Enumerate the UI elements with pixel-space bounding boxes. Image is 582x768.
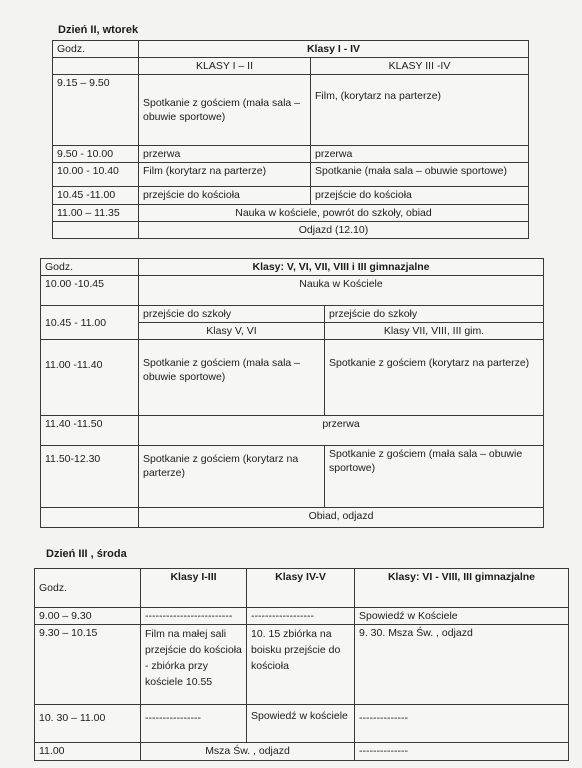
activity-cell: Film na małej sali przejście do kościoła - zbiórka przy kościele 10.55	[141, 625, 247, 705]
header-godz: Godz.	[53, 41, 139, 58]
schedule-table-classes-1-4	[52, 40, 529, 239]
header-godz: Godz.	[35, 569, 141, 608]
time-cell: 11.00 – 11.35	[53, 205, 139, 222]
activity-cell: przerwa	[139, 146, 311, 163]
activity-cell: Spotkanie z gościem (korytarz na parterze)	[139, 446, 325, 508]
col-header-klasy-6-8: Klasy: VI - VIII, III gimnazjalne	[355, 569, 569, 608]
col-header-klasy-1-3: Klasy I-III	[141, 569, 247, 608]
time-cell: 11.40 -11.50	[41, 416, 139, 446]
activity-cell: ----------------	[141, 705, 247, 743]
header-group: Klasy I - IV	[139, 41, 529, 58]
activity-cell: Spowiedź w Kościele	[355, 608, 569, 625]
col-header-klasy-3-4: KLASY III -IV	[311, 58, 529, 75]
day3-heading: Dzień III , środa	[46, 548, 127, 560]
time-cell: 11.50-12.30	[41, 446, 139, 508]
col-header-klasy-5-6: Klasy V, VI	[139, 323, 325, 340]
activity-cell: Spotkanie z gościem (korytarz na parterze)	[325, 340, 544, 416]
time-cell: 10.45 -11.00	[53, 187, 139, 205]
time-cell: 10.00 -10.45	[41, 276, 139, 306]
time-cell: 9.50 - 10.00	[53, 146, 139, 163]
activity-cell: Nauka w Kościele	[139, 276, 544, 306]
activity-cell: przejście do szkoły	[139, 306, 325, 323]
day2-heading: Dzień II, wtorek	[58, 24, 139, 36]
activity-cell: przejście do kościoła	[139, 187, 311, 205]
activity-cell: -------------------------	[141, 608, 247, 625]
time-cell: 10. 30 – 11.00	[35, 705, 141, 743]
activity-cell: Obiad, odjazd	[139, 508, 544, 528]
time-cell: 9.00 – 9.30	[35, 608, 141, 625]
activity-cell: --------------	[355, 743, 569, 761]
activity-cell: Spotkanie z gościem (mała sala – obuwie sportowe)	[139, 75, 311, 146]
activity-cell: Spotkanie (mała sala – obuwie sportowe)	[311, 163, 529, 187]
activity-cell: przejście do szkoły	[325, 306, 544, 323]
activity-cell: Spotkanie z gościem (mała sala – obuwie sportowe)	[139, 340, 325, 416]
activity-cell: Film, (korytarz na parterze)	[311, 75, 529, 146]
col-header-klasy-1-2: KLASY I – II	[139, 58, 311, 75]
time-cell: 10.45 - 11.00	[41, 306, 139, 340]
time-cell: 10.00 - 10.40	[53, 163, 139, 187]
activity-cell: Film (korytarz na parterze)	[139, 163, 311, 187]
activity-cell: Odjazd (12.10)	[139, 222, 529, 239]
time-cell	[53, 222, 139, 239]
activity-cell: --------------	[355, 705, 569, 743]
time-cell: 9.30 – 10.15	[35, 625, 141, 705]
activity-cell: 9. 30. Msza Św. , odjazd	[355, 625, 569, 705]
activity-cell: Nauka w kościele, powrót do szkoły, obiad	[139, 205, 529, 222]
activity-cell: 10. 15 zbiórka na boisku przejście do kościoła	[247, 625, 355, 705]
time-cell	[41, 508, 139, 528]
time-cell: 11.00	[35, 743, 141, 761]
activity-cell: przerwa	[139, 416, 544, 446]
header-group: Klasy: V, VI, VII, VIII i III gimnazjalne	[139, 259, 544, 276]
activity-cell: ------------------	[247, 608, 355, 625]
schedule-table-classes-5-8	[40, 258, 544, 528]
activity-cell: przerwa	[311, 146, 529, 163]
activity-cell: Spotkanie z gościem (mała sala – obuwie sportowe)	[325, 446, 544, 508]
activity-cell: Msza Św. , odjazd	[141, 743, 355, 761]
header-godz: Godz.	[41, 259, 139, 276]
time-cell: 9.15 – 9.50	[53, 75, 139, 146]
col-header-klasy-4-5: Klasy IV-V	[247, 569, 355, 608]
activity-cell: przejście do kościoła	[311, 187, 529, 205]
col-header-klasy-7-8: Klasy VII, VIII, III gim.	[325, 323, 544, 340]
time-cell: 11.00 -11.40	[41, 340, 139, 416]
activity-cell: Spowiedź w kościele	[247, 705, 355, 743]
header-empty	[53, 58, 139, 75]
schedule-table-day3	[34, 568, 569, 761]
